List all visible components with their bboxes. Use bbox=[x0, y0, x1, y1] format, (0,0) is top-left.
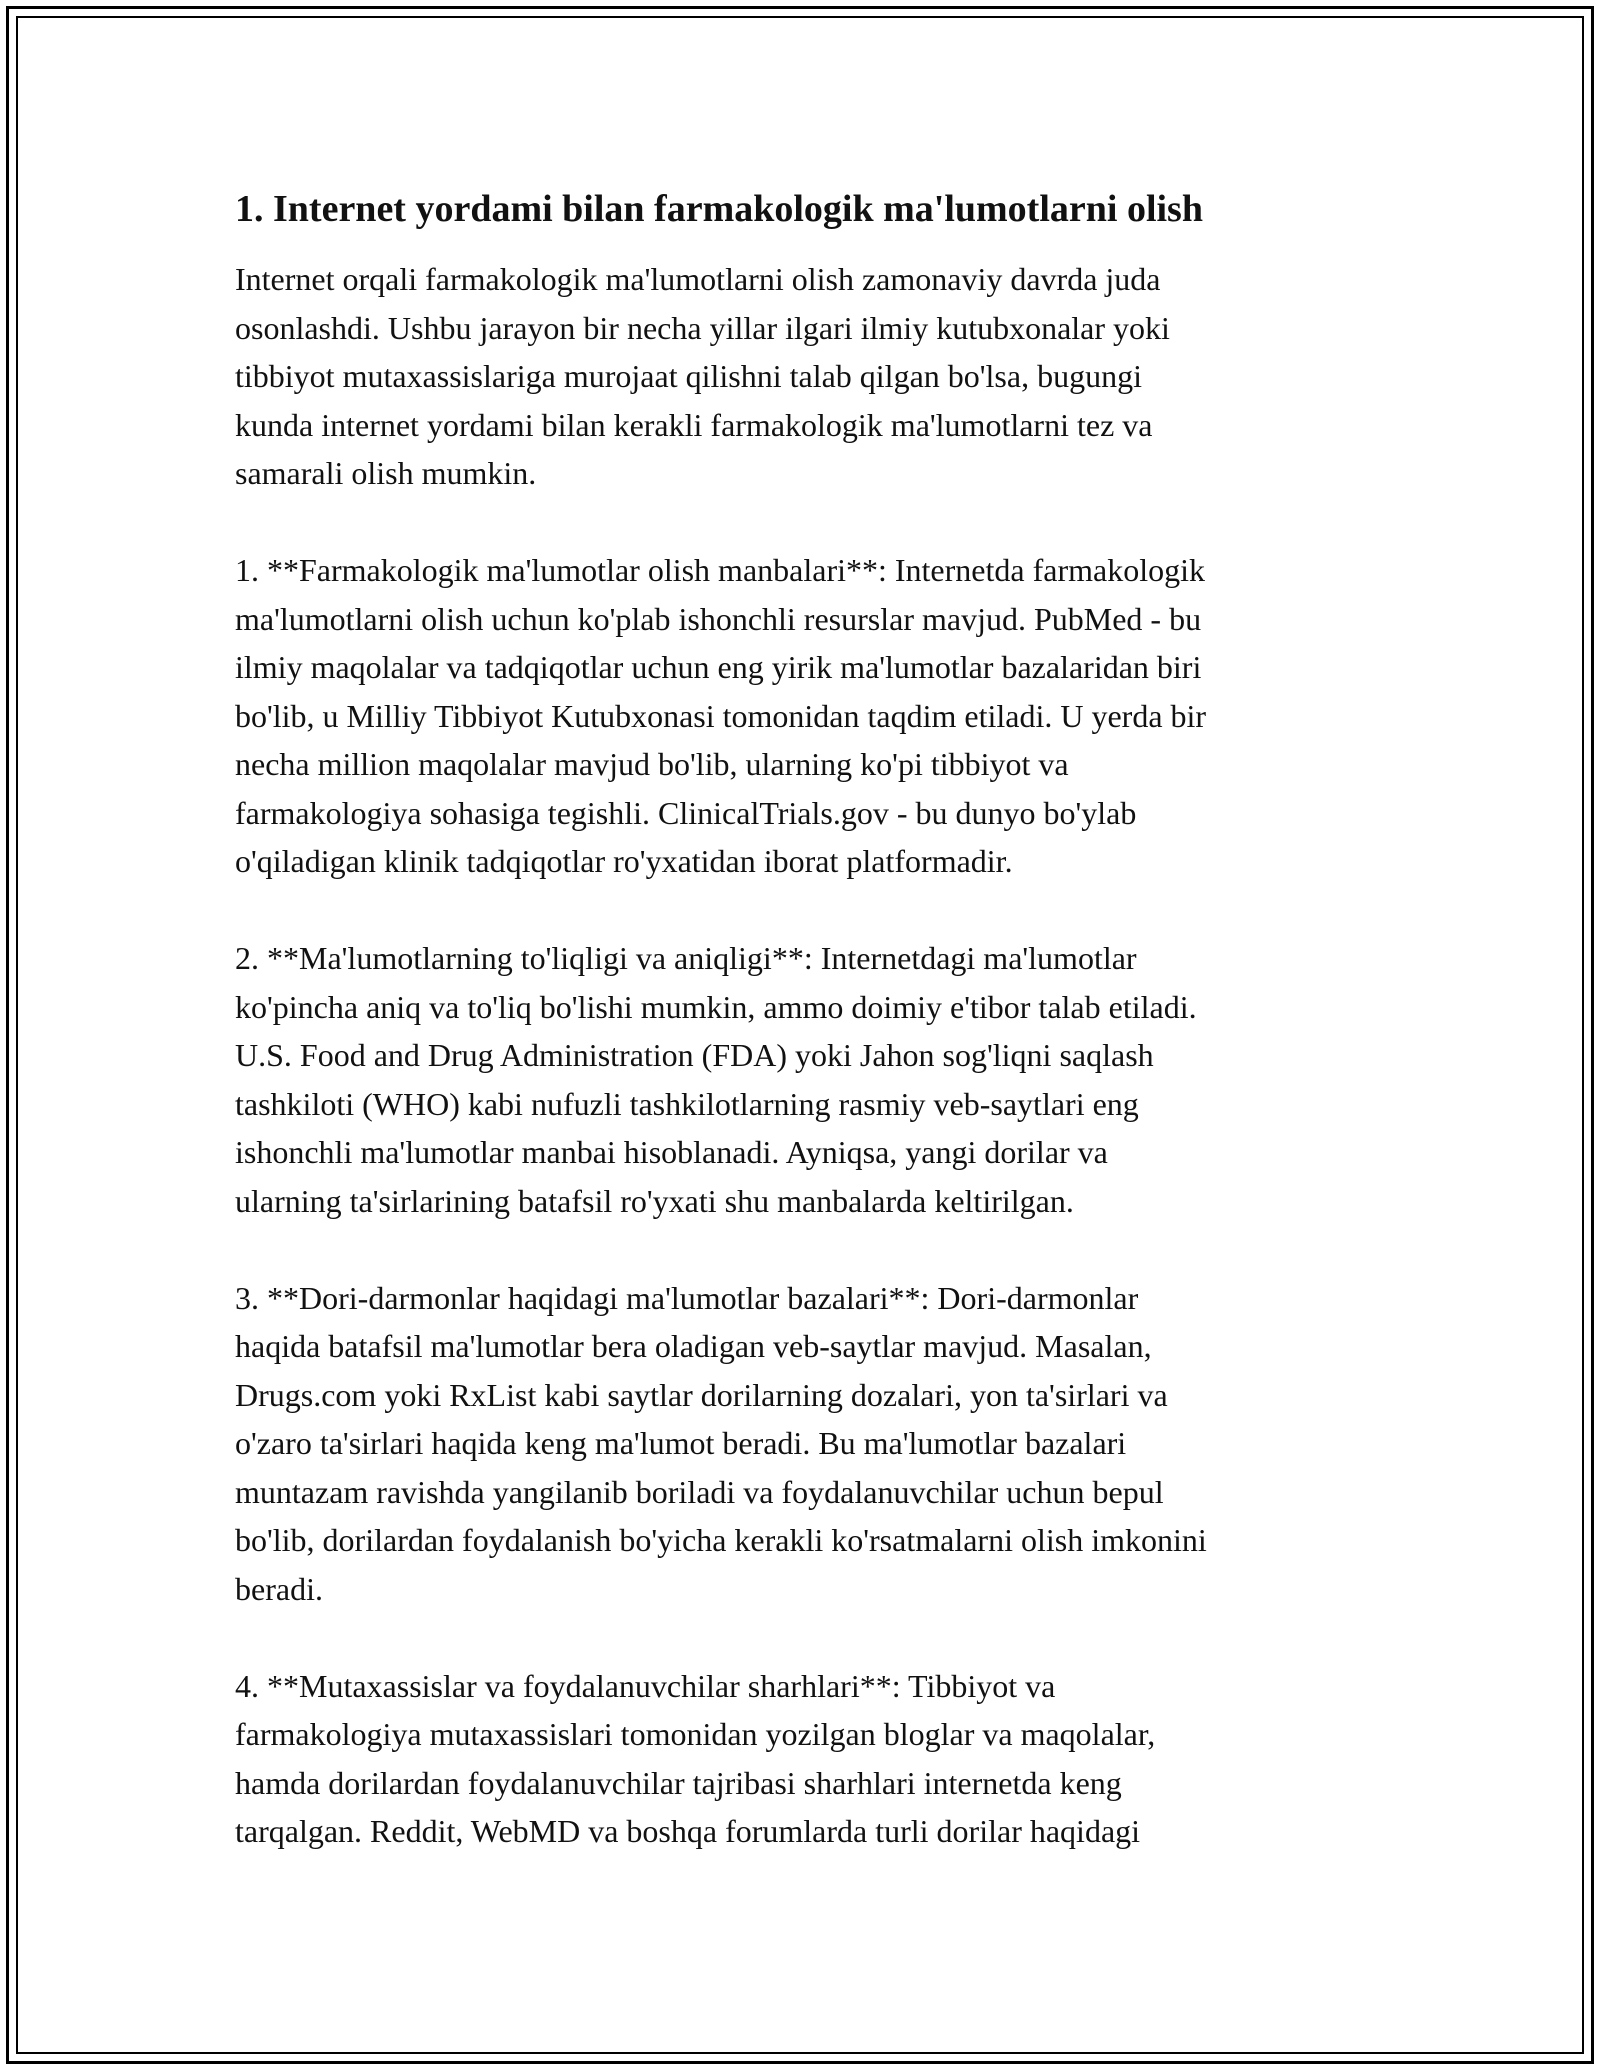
intro-paragraph: Internet orqali farmakologik ma'lumotlarni olish zamonaviy davrda juda osonlashdi. Ushbu jarayon bir necha yillar ilgari ilmiy kutubxonalar yoki tibbiyot mutaxassislariga murojaat qilishni talab qilgan bo'lsa, bugungi kunda internet yordami bilan kerakli farmakologik ma'lumotlarni tez va samarali olish mumkin. bbox=[235, 261, 1170, 491]
section-4-paragraph: 4. **Mutaxassislar va foydalanuvchilar sharhlari**: Tibbiyot va farmakologiya mutaxassislari tomonidan yozilgan bloglar va maqolalar, hamda dorilardan foydalanuvchilar tajribasi sharhlari internetda keng tarqalgan. Reddit, WebMD va boshqa forumlarda turli dorilar haqidagi bbox=[235, 1667, 1156, 1849]
section-1-paragraph: 1. **Farmakologik ma'lumotlar olish manbalari**: Internetda farmakologik ma'lumotlarni olish uchun ko'plab ishonchli resurslar mavjud. PubMed - bu ilmiy maqolalar va tadqiqotlar uchun eng yirik ma'lumotlar bazalaridan biri bo'lib, u Milliy Tibbiyot Kutubxonasi tomonidan taqdim etiladi. U yerda bir necha million maqolalar mavjud bo'lib, ularning ko'pi tibbiyot va farmakologiya sohasiga tegishli. ClinicalTrials.gov - bu dunyo bo'ylab o'qiladigan klinik tadqiqotlar ro'yxatidan iborat platformadir. bbox=[235, 552, 1207, 879]
document-heading: 1. Internet yordami bilan farmakologik ma'lumotlarni olish bbox=[235, 188, 1203, 230]
section-2-paragraph: 2. **Ma'lumotlarning to'liqligi va aniqligi**: Internetdagi ma'lumotlar ko'pincha aniq va to'liq bo'lishi mumkin, ammo doimiy e'tibor talab etiladi. U.S. Food and Drug Administration (FDA) yoki Jahon sog'liqni saqlash tashkiloti (WHO) kabi nufuzli tashkilotlarning rasmiy veb-saytlari eng ishonchli ma'lumotlar manbai hisoblanadi. Ayniqsa, yangi dorilar va ularning ta'sirlarining batafsil ro'yxati shu manbalarda keltirilgan. bbox=[235, 940, 1197, 1219]
section-3-paragraph: 3. **Dori-darmonlar haqidagi ma'lumotlar bazalari**: Dori-darmonlar haqida batafsil ma'lumotlar bera oladigan veb-saytlar mavjud. Masalan, Drugs.com yoki RxList kabi saytlar dorilarning dozalari, yon ta'sirlari va o'zaro ta'sirlari haqida keng ma'lumot beradi. Bu ma'lumotlar bazalari muntazam ravishda yangilanib boriladi va foydalanuvchilar uchun bepul bo'lib, dorilardan foydalanish bo'yicha kerakli ko'rsatmalarni olish imkonini beradi. bbox=[235, 1279, 1207, 1607]
document-body bbox=[235, 185, 1365, 1904]
